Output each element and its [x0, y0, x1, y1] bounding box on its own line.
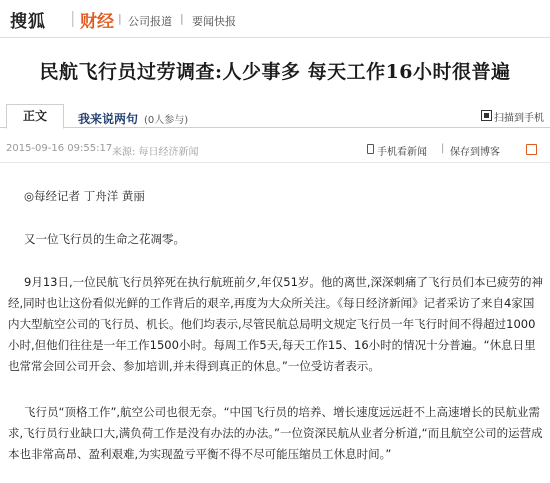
breadcrumb-news-flash[interactable]: 要闻快报 — [192, 15, 236, 28]
top-header — [0, 0, 550, 38]
qr-code-icon[interactable] — [481, 110, 492, 121]
meta-divider — [0, 162, 550, 163]
article-meta — [0, 143, 550, 161]
article-paragraph: 9月13日,一位民航飞行员猝死在执行航班前夕,年仅51岁。他的离世,深深刺痛了飞行员们本已疲劳的神经,同时也让这份看似光鲜的工作背后的艰辛,再度为大众所关注。《每日经济新闻》记者采访了来自4家国内大型航空公司的飞行员、机长。他们均表示,尽管民航总局明文规定飞行员一年飞行时间不得超过1000小时,但他们往往是一年工作1500小时。每周工作5天,每天工作15、16小时的情况十分普遍。“休息日里也常常会回公司开会、参加培训,并未得到真正的休息。”一位受访者表示。 — [8, 275, 544, 373]
sohu-logo[interactable]: 搜狐 — [10, 12, 46, 32]
article-paragraph: 飞行员“顶格工作”,航空公司也很无奈。“中国飞行员的培养、增长速度远远赶不上高速增长的民航业需求,飞行员行业缺口大,满负荷工作是没有办法的办法。”一位资深民航从业者分析道,“而且航空公司的运营成本也非常高昂、盈利艰难,为实现盈亏平衡不得不尽可能压缩员工休息时间。” — [8, 405, 543, 461]
save-to-blog-link[interactable]: 保存到博客 — [450, 147, 500, 158]
publish-time: 2015-09-16 09:55:17 — [6, 143, 113, 154]
meta-separator: | — [441, 143, 445, 154]
phone-icon[interactable] — [367, 144, 374, 154]
tab-underline — [0, 127, 550, 128]
share-icon[interactable] — [526, 144, 537, 155]
comments-count[interactable]: (0人参与) — [144, 115, 189, 126]
scan-to-phone-link[interactable]: 扫描到手机 — [494, 113, 544, 124]
finance-channel-logo[interactable]: 财经 — [80, 12, 114, 32]
article-tabs — [0, 104, 550, 128]
breadcrumb-separator: | — [118, 12, 122, 25]
article-paragraph: 又一位飞行员的生命之花凋零。 — [24, 232, 185, 246]
mobile-news-link[interactable]: 手机看新闻 — [377, 147, 427, 158]
byline: ◎每经记者 丁舟洋 黄丽 — [24, 189, 145, 203]
breadcrumb-separator: | — [180, 12, 184, 25]
article-source: 来源: 每日经济新闻 — [112, 147, 199, 158]
header-divider — [0, 37, 550, 38]
article-title: 民航飞行员过劳调查:人少事多 每天工作16小时很普遍 — [39, 61, 511, 83]
logo-separator: | — [70, 8, 76, 27]
tab-comments[interactable]: 我来说两句 — [78, 112, 139, 126]
tab-main-text[interactable]: 正文 — [6, 104, 64, 129]
breadcrumb-company-reports[interactable]: 公司报道 — [128, 15, 172, 28]
